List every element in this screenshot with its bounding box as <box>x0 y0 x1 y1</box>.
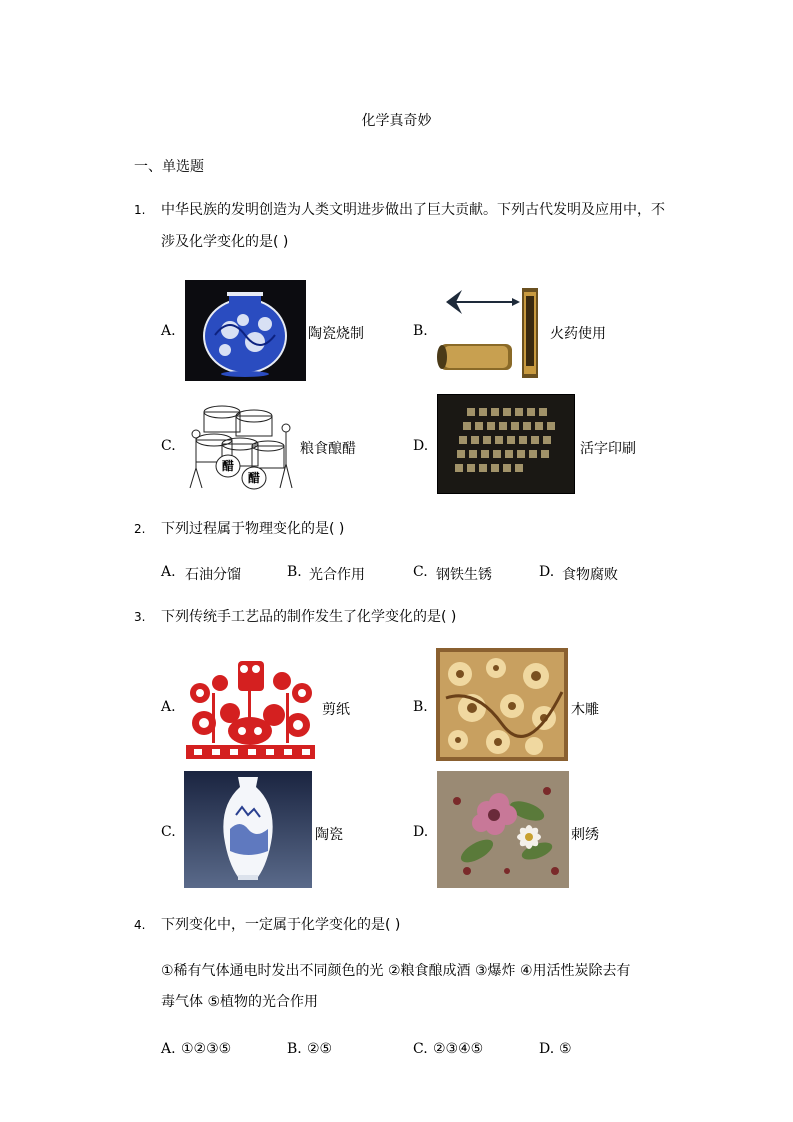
option-text: 剪纸 <box>322 702 350 718</box>
option-letter: A. <box>161 564 176 580</box>
porcelain-jar-image <box>185 280 306 381</box>
option-letter: B. <box>287 1041 302 1057</box>
option-letter: B. <box>413 323 428 339</box>
option-text: 光合作用 <box>309 567 365 583</box>
option-text: ②⑤ <box>307 1041 333 1057</box>
question-statement: ①稀有气体通电时发出不同颜色的光 ②粮食酿成酒 ③爆炸 ④用活性炭除去有 <box>161 963 631 979</box>
embroidery-image <box>437 771 569 888</box>
question-number: 4. <box>134 918 146 932</box>
option-text: 石油分馏 <box>185 567 241 583</box>
section-heading: 一、单选题 <box>134 159 204 175</box>
option-text: ⑤ <box>559 1041 572 1057</box>
option-text: 火药使用 <box>550 326 606 342</box>
option-text: 活字印刷 <box>580 441 636 457</box>
gunpowder-artifacts-image <box>434 282 546 382</box>
option-letter: D. <box>413 824 429 840</box>
question-text: 中华民族的发明创造为人类文明进步做出了巨大贡献。下列古代发明及应用中，不 <box>161 202 665 218</box>
question-text: 下列传统手工艺品的制作发生了化学变化的是( ) <box>161 609 457 625</box>
vinegar-label: 醋 <box>248 471 261 485</box>
question-number: 1. <box>134 203 146 217</box>
option-letter: A. <box>161 1041 176 1057</box>
option-text: 粮食酿醋 <box>300 441 356 457</box>
question-text: 下列过程属于物理变化的是( ) <box>161 521 345 537</box>
option-letter: B. <box>287 564 302 580</box>
option-letter: C. <box>161 438 176 454</box>
question-statement: 毒气体 ⑤植物的光合作用 <box>161 994 319 1010</box>
option-letter: C. <box>161 824 176 840</box>
option-letter: D. <box>539 1041 555 1057</box>
option-text: 食物腐败 <box>562 567 618 583</box>
vinegar-label: 醋 <box>222 459 235 473</box>
question-number: 2. <box>134 522 146 536</box>
option-text: 陶瓷 <box>315 827 343 843</box>
paper-cutting-image <box>182 653 319 765</box>
option-text: ②③④⑤ <box>433 1041 484 1057</box>
option-letter: A. <box>161 323 176 339</box>
option-letter: C. <box>413 564 428 580</box>
wood-carving-image <box>436 648 568 761</box>
option-letter: D. <box>413 438 429 454</box>
question-number: 3. <box>134 610 146 624</box>
option-text: ①②③⑤ <box>181 1041 232 1057</box>
question-text: 下列变化中，一定属于化学变化的是( ) <box>161 917 401 933</box>
movable-type-image <box>437 394 575 494</box>
option-text: 陶瓷烧制 <box>308 326 364 342</box>
vinegar-brewing-image <box>182 398 298 492</box>
option-text: 刺绣 <box>571 827 599 843</box>
porcelain-vase-image <box>184 771 312 888</box>
option-text: 木雕 <box>571 702 599 718</box>
page-title: 化学真奇妙 <box>361 113 432 129</box>
option-text: 钢铁生锈 <box>436 567 492 583</box>
question-text: 涉及化学变化的是( ) <box>161 234 289 250</box>
option-letter: A. <box>161 699 176 715</box>
option-letter: D. <box>539 564 555 580</box>
option-letter: C. <box>413 1041 428 1057</box>
option-letter: B. <box>413 699 428 715</box>
